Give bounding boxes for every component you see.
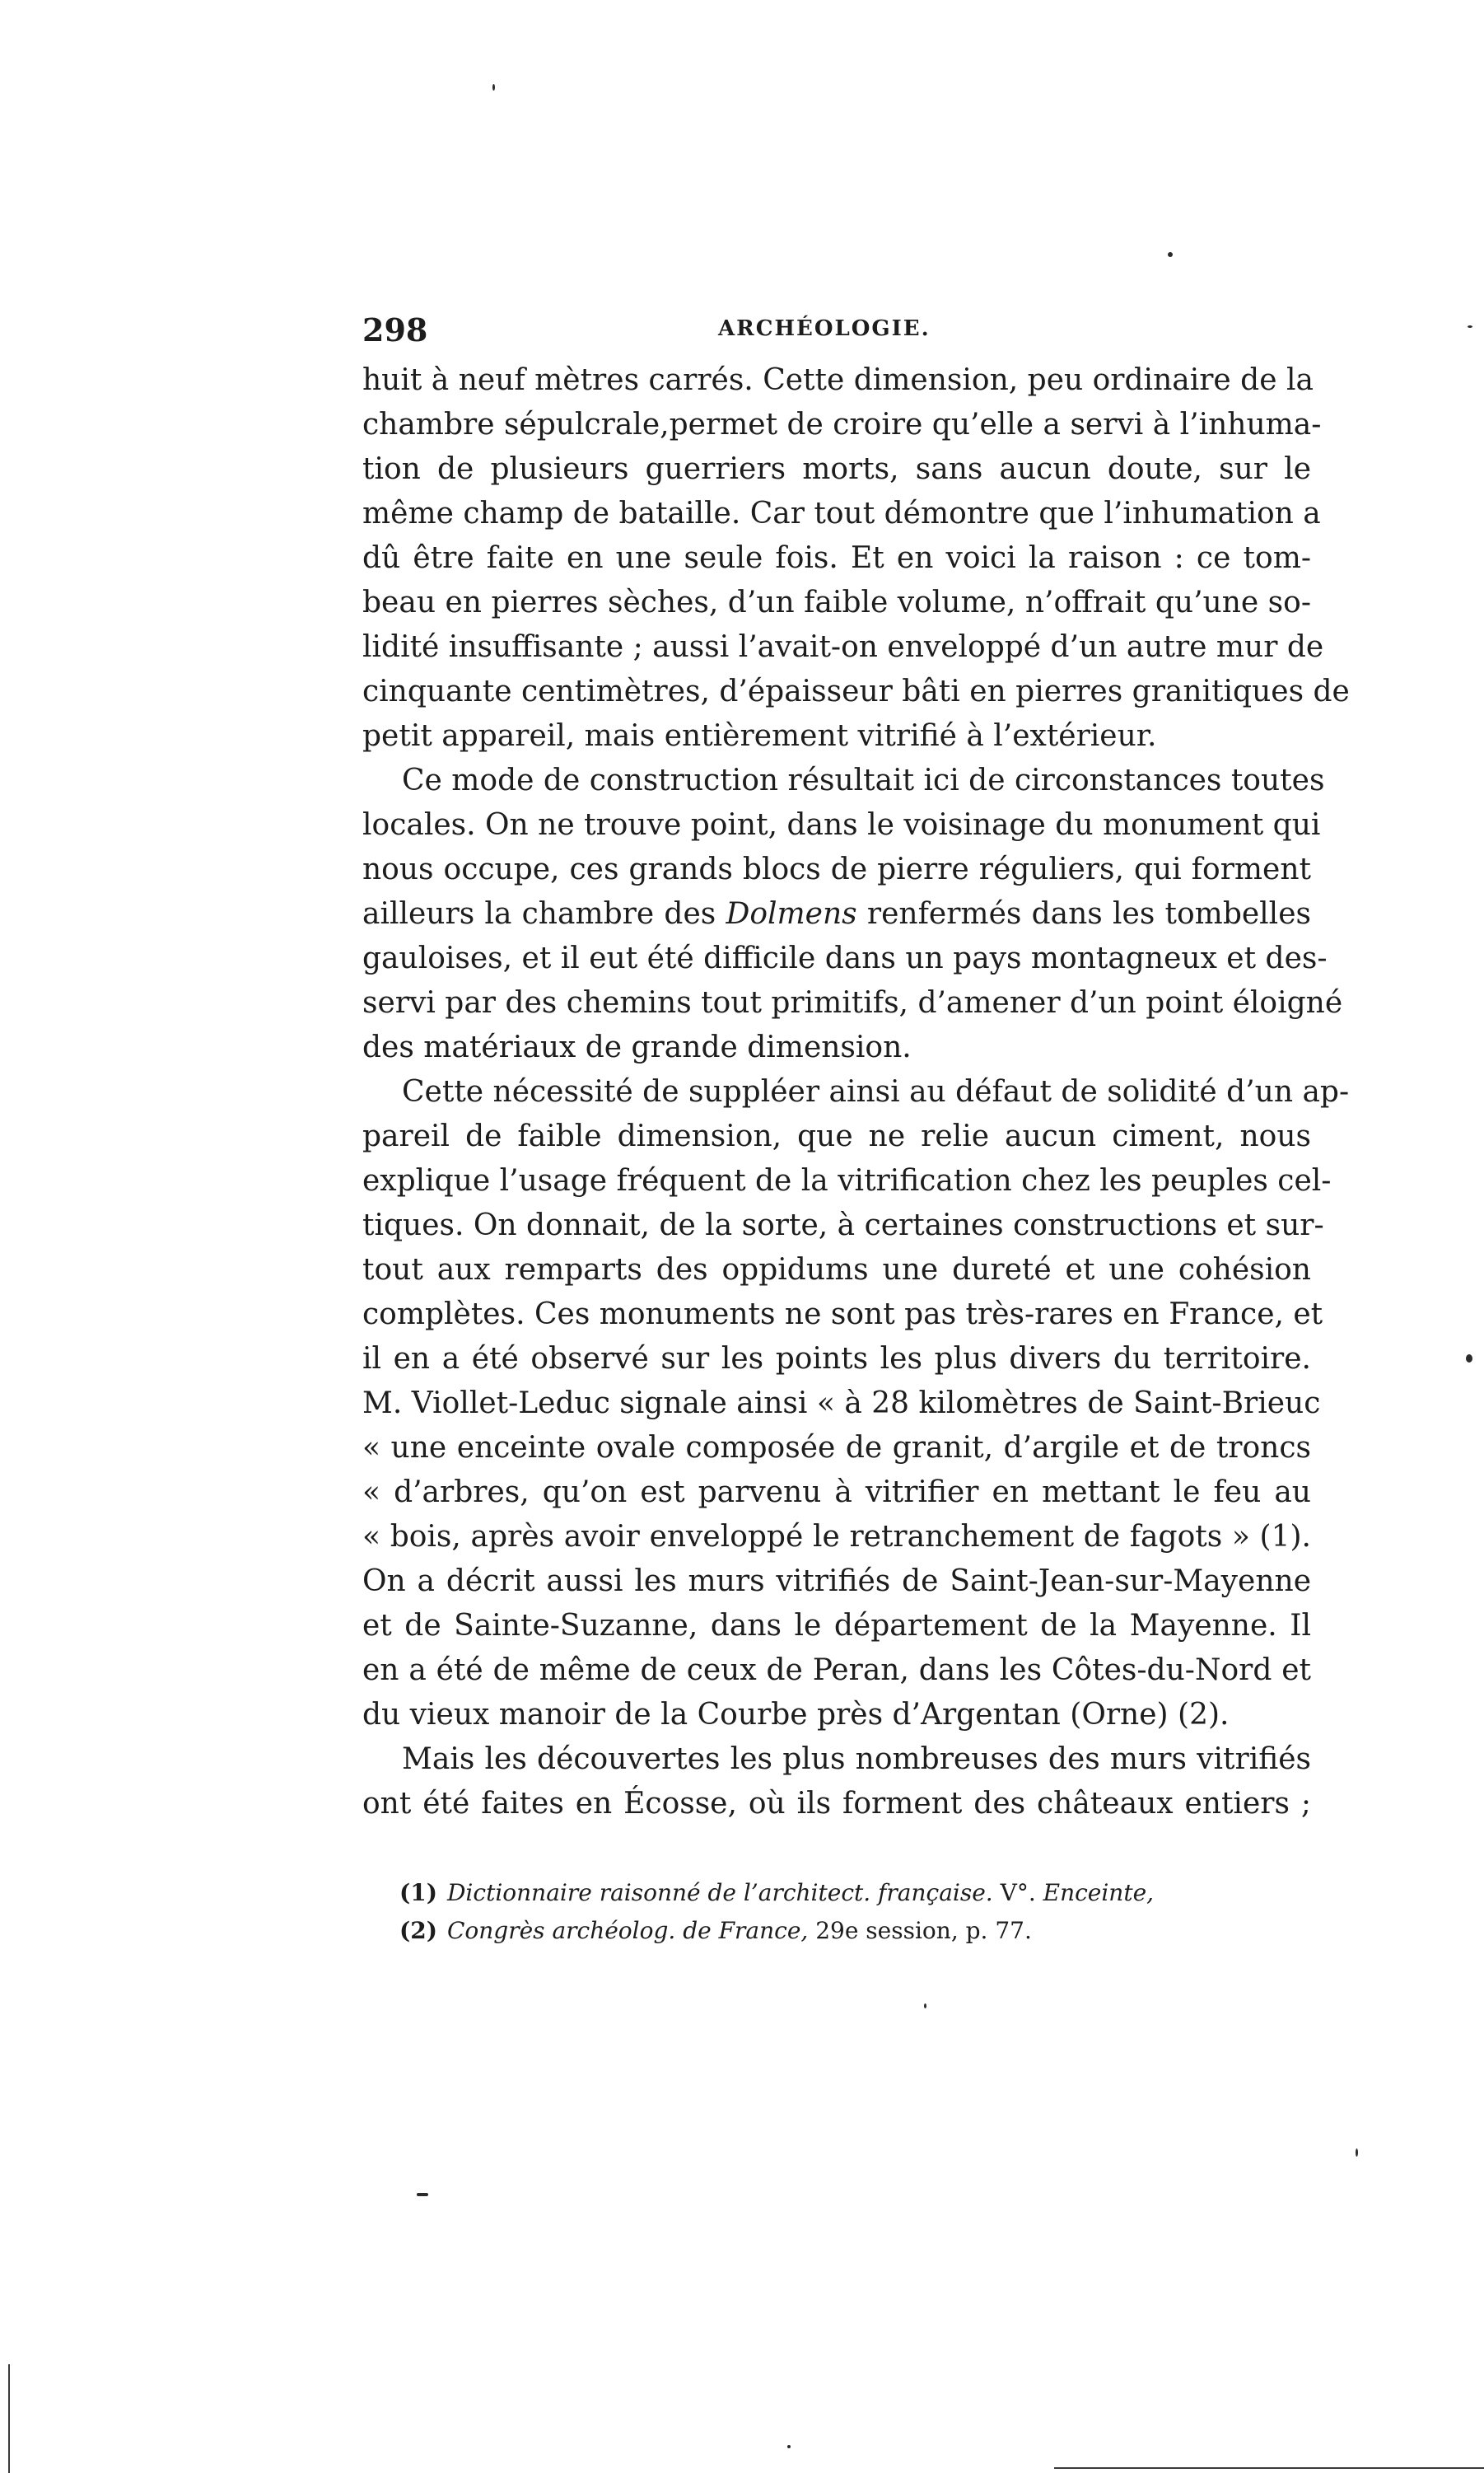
text-line: servi par des chemins tout primitifs, d’amener d’un point éloigné <box>362 986 1343 1020</box>
footnote-2 <box>399 1912 1311 1950</box>
paragraph-2 <box>362 759 1343 1070</box>
footnote-text: V°. <box>992 1879 1043 1906</box>
text-line: huit à neuf mètres carrés. Cette dimension, peu ordinaire de la <box>362 363 1314 397</box>
footnote-marker: (1) <box>399 1879 437 1906</box>
paragraph-3 <box>362 1070 1350 1737</box>
text-line: nous occupe, ces grands blocs de pierre réguliers, qui forment <box>362 853 1311 886</box>
footnote-citation: Enceinte, <box>1043 1879 1155 1906</box>
scan-speck <box>1356 2148 1358 2157</box>
text-line: du vieux manoir de la Courbe près d’Argentan (Orne) (2). <box>362 1698 1230 1732</box>
text-line: lidité insuffisante ; aussi l’avait-on enveloppé d’un autre mur de <box>362 630 1324 664</box>
text-line: dû être faite en une seule fois. Et en voici la raison : ce tom- <box>362 541 1311 575</box>
text-line: gauloises, et il eut été difficile dans un pays montagneux et des- <box>362 942 1328 975</box>
scan-speck <box>1468 325 1472 328</box>
footnotes <box>399 1874 1311 1950</box>
scan-edge-line <box>1054 2467 1484 2469</box>
text-line: Ce mode de construction résultait ici de circonstances toutes <box>402 764 1325 797</box>
text-line: et de Sainte-Suzanne, dans le département de la Mayenne. Il <box>362 1609 1311 1643</box>
italic-term: Dolmens <box>726 897 857 931</box>
text-line: cinquante centimètres, d’épaisseur bâti en pierres granitiques de <box>362 675 1350 708</box>
text-line: en a été de même de ceux de Peran, dans les Côtes-du-Nord et <box>362 1653 1311 1687</box>
text-line: ont été faites en Écosse, où ils forment des châteaux entiers ; <box>362 1787 1311 1821</box>
paragraph-1 <box>362 358 1350 759</box>
text-line: même champ de bataille. Car tout démontre que l’inhumation a <box>362 497 1321 531</box>
text-line: explique l’usage fréquent de la vitrification chez les peuples cel- <box>362 1164 1332 1198</box>
text-line: locales. On ne trouve point, dans le voisinage du monument qui <box>362 808 1321 842</box>
footnote-marker: (2) <box>399 1917 437 1944</box>
scan-speck <box>924 2003 926 2008</box>
running-title: ARCHÉOLOGIE. <box>718 316 931 341</box>
text-line: M. Viollet-Leduc signale ainsi « à 28 kilomètres de Saint-Brieuc <box>362 1386 1321 1420</box>
text-run: renfermés dans les tombelles <box>866 897 1311 931</box>
text-line: des matériaux de grande dimension. <box>362 1031 912 1064</box>
text-line: Cette nécessité de suppléer ainsi au défaut de solidité d’un ap- <box>402 1075 1350 1109</box>
paragraph-4 <box>362 1737 1311 1826</box>
scan-edge-line <box>8 2364 10 2473</box>
scan-speck <box>1168 252 1173 257</box>
text-line: tout aux remparts des oppidums une dureté et une cohésion <box>362 1253 1311 1287</box>
text-line: chambre sépulcrale,permet de croire qu’elle a servi à l’inhuma- <box>362 408 1322 442</box>
footnote-citation: Congrès archéolog. de France, <box>446 1917 809 1944</box>
text-line: il en a été observé sur les points les plus divers du territoire. <box>362 1342 1311 1376</box>
text-line: « une enceinte ovale composée de granit, d’argile et de troncs <box>362 1431 1311 1465</box>
scan-speck <box>417 2193 428 2196</box>
running-header <box>362 311 1311 353</box>
footnote-citation: Dictionnaire raisonné de l’architect. française. <box>446 1879 993 1906</box>
text-line: On a décrit aussi les murs vitrifiés de Saint-Jean-sur-Mayenne <box>362 1564 1311 1598</box>
text-line: pareil de faible dimension, que ne relie aucun ciment, nous <box>362 1120 1311 1153</box>
text-line <box>362 892 1311 937</box>
text-line: complètes. Ces monuments ne sont pas très-rares en France, et <box>362 1297 1323 1331</box>
text-run: ailleurs la chambre des <box>362 897 716 931</box>
scan-speck <box>492 84 495 91</box>
text-line: Mais les découvertes les plus nombreuses des murs vitrifiés <box>402 1742 1311 1776</box>
text-line: petit appareil, mais entièrement vitrifié à l’extérieur. <box>362 719 1157 753</box>
text-line: beau en pierres sèches, d’un faible volume, n’offrait qu’une so- <box>362 586 1311 619</box>
scan-speck <box>787 2445 791 2448</box>
body-text <box>362 358 1350 1826</box>
page-number: 298 <box>362 311 428 348</box>
text-line: « d’arbres, qu’on est parvenu à vitrifier en mettant le feu au <box>362 1475 1311 1509</box>
text-line: tion de plusieurs guerriers morts, sans aucun doute, sur le <box>362 452 1311 486</box>
text-line: tiques. On donnait, de la sorte, à certaines constructions et sur- <box>362 1208 1324 1242</box>
scan-speck <box>1466 1354 1472 1363</box>
footnote-1 <box>399 1874 1311 1912</box>
footnote-text: 29e session, p. 77. <box>808 1917 1032 1944</box>
text-line: « bois, après avoir enveloppé le retranchement de fagots » (1). <box>362 1520 1311 1554</box>
